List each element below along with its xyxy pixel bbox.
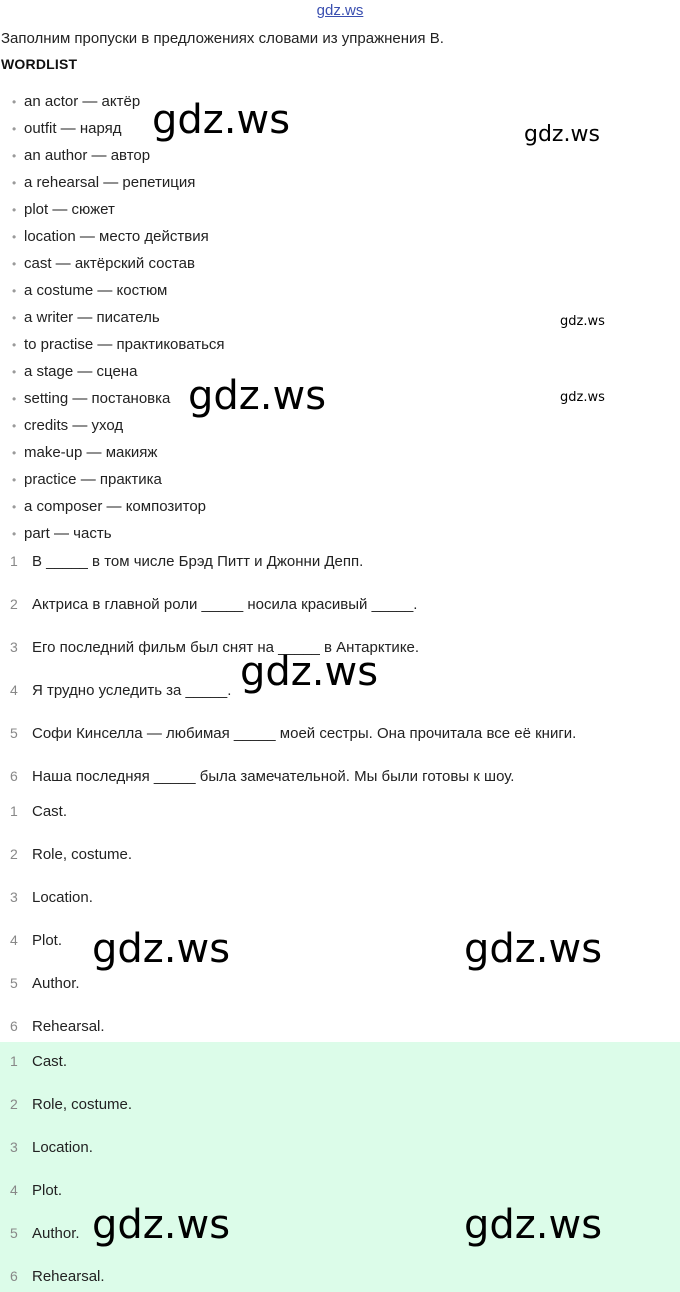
watermark: gdz.ws: [152, 97, 291, 143]
answer-row: 5 Author.: [10, 975, 80, 992]
bullet-icon: •: [12, 527, 17, 541]
watermark: gdz.ws: [524, 122, 600, 147]
watermark: gdz.ws: [560, 314, 605, 329]
bullet-icon: •: [12, 473, 17, 487]
sentence-row: 1 В _____ в том числе Брэд Питт и Джонни Депп.: [10, 553, 364, 570]
highlighted-answer-row: 3 Location.: [10, 1139, 93, 1156]
bullet-icon: •: [12, 149, 17, 163]
sentence-row: 3 Его последний фильм был снят на _____ в Антарктике.: [10, 639, 420, 656]
watermark: gdz.ws: [464, 1202, 603, 1248]
bullet-icon: •: [12, 311, 17, 325]
wordlist-item: • outfit — наряд: [12, 120, 122, 137]
wordlist-item: • a costume — костюм: [12, 282, 168, 299]
highlighted-answer-row: 6 Rehearsal.: [10, 1268, 105, 1285]
wordlist-item: • a writer — писатель: [12, 309, 160, 326]
watermark: gdz.ws: [92, 1202, 231, 1248]
sentence-row: 2 Актриса в главной роли _____ носила красивый _____.: [10, 596, 418, 613]
wordlist-item: • make-up — макияж: [12, 444, 158, 461]
exercise-instruction: Заполним пропуски в предложениях словами из упражнения B.: [1, 30, 444, 47]
bullet-icon: •: [12, 419, 17, 433]
answer-highlight-block: [0, 1042, 680, 1292]
wordlist-item: • a stage — сцена: [12, 363, 138, 380]
highlighted-answer-row: 2 Role, costume.: [10, 1096, 133, 1113]
wordlist-heading: WORDLIST: [1, 56, 78, 72]
bullet-icon: •: [12, 95, 17, 109]
wordlist-item: • practice — практика: [12, 471, 162, 488]
wordlist-item: • cast — актёрский состав: [12, 255, 195, 272]
watermark: gdz.ws: [188, 373, 327, 419]
wordlist-item: • to practise — практиковаться: [12, 336, 225, 353]
sentence-row: 6 Наша последняя _____ была замечательной. Мы были готовы к шоу.: [10, 768, 515, 785]
wordlist-item: • a composer — композитор: [12, 498, 207, 515]
bullet-icon: •: [12, 257, 17, 271]
wordlist-item: • setting — постановка: [12, 390, 171, 407]
watermark: gdz.ws: [560, 390, 605, 405]
watermark: gdz.ws: [240, 649, 379, 695]
wordlist-item: • credits — уход: [12, 417, 124, 434]
answer-row: 1 Cast.: [10, 803, 68, 820]
site-link[interactable]: gdz.ws: [316, 2, 364, 19]
answer-row: 3 Location.: [10, 889, 93, 906]
wordlist-item: • location — место действия: [12, 228, 209, 245]
bullet-icon: •: [12, 338, 17, 352]
highlighted-answer-row: 4 Plot.: [10, 1182, 63, 1199]
bullet-icon: •: [12, 446, 17, 460]
wordlist-item: • plot — сюжет: [12, 201, 115, 218]
wordlist-item: • a rehearsal — репетиция: [12, 174, 196, 191]
answer-row: 4 Plot.: [10, 932, 63, 949]
sentence-row: 4 Я трудно уследить за _____.: [10, 682, 232, 699]
bullet-icon: •: [12, 365, 17, 379]
highlighted-answer-row: 1 Cast.: [10, 1053, 68, 1070]
bullet-icon: •: [12, 203, 17, 217]
wordlist-item: • an author — автор: [12, 147, 151, 164]
watermark: gdz.ws: [92, 926, 231, 972]
bullet-icon: •: [12, 230, 17, 244]
bullet-icon: •: [12, 122, 17, 136]
wordlist-item: • an actor — актёр: [12, 93, 141, 110]
watermark: gdz.ws: [464, 926, 603, 972]
wordlist-item: • part — часть: [12, 525, 112, 542]
bullet-icon: •: [12, 392, 17, 406]
bullet-icon: •: [12, 500, 17, 514]
answer-row: 6 Rehearsal.: [10, 1018, 105, 1035]
bullet-icon: •: [12, 176, 17, 190]
sentence-row: 5 Софи Кинселла — любимая _____ моей сестры. Она прочитала все её книги.: [10, 725, 577, 742]
bullet-icon: •: [12, 284, 17, 298]
answer-row: 2 Role, costume.: [10, 846, 133, 863]
highlighted-answer-row: 5 Author.: [10, 1225, 80, 1242]
